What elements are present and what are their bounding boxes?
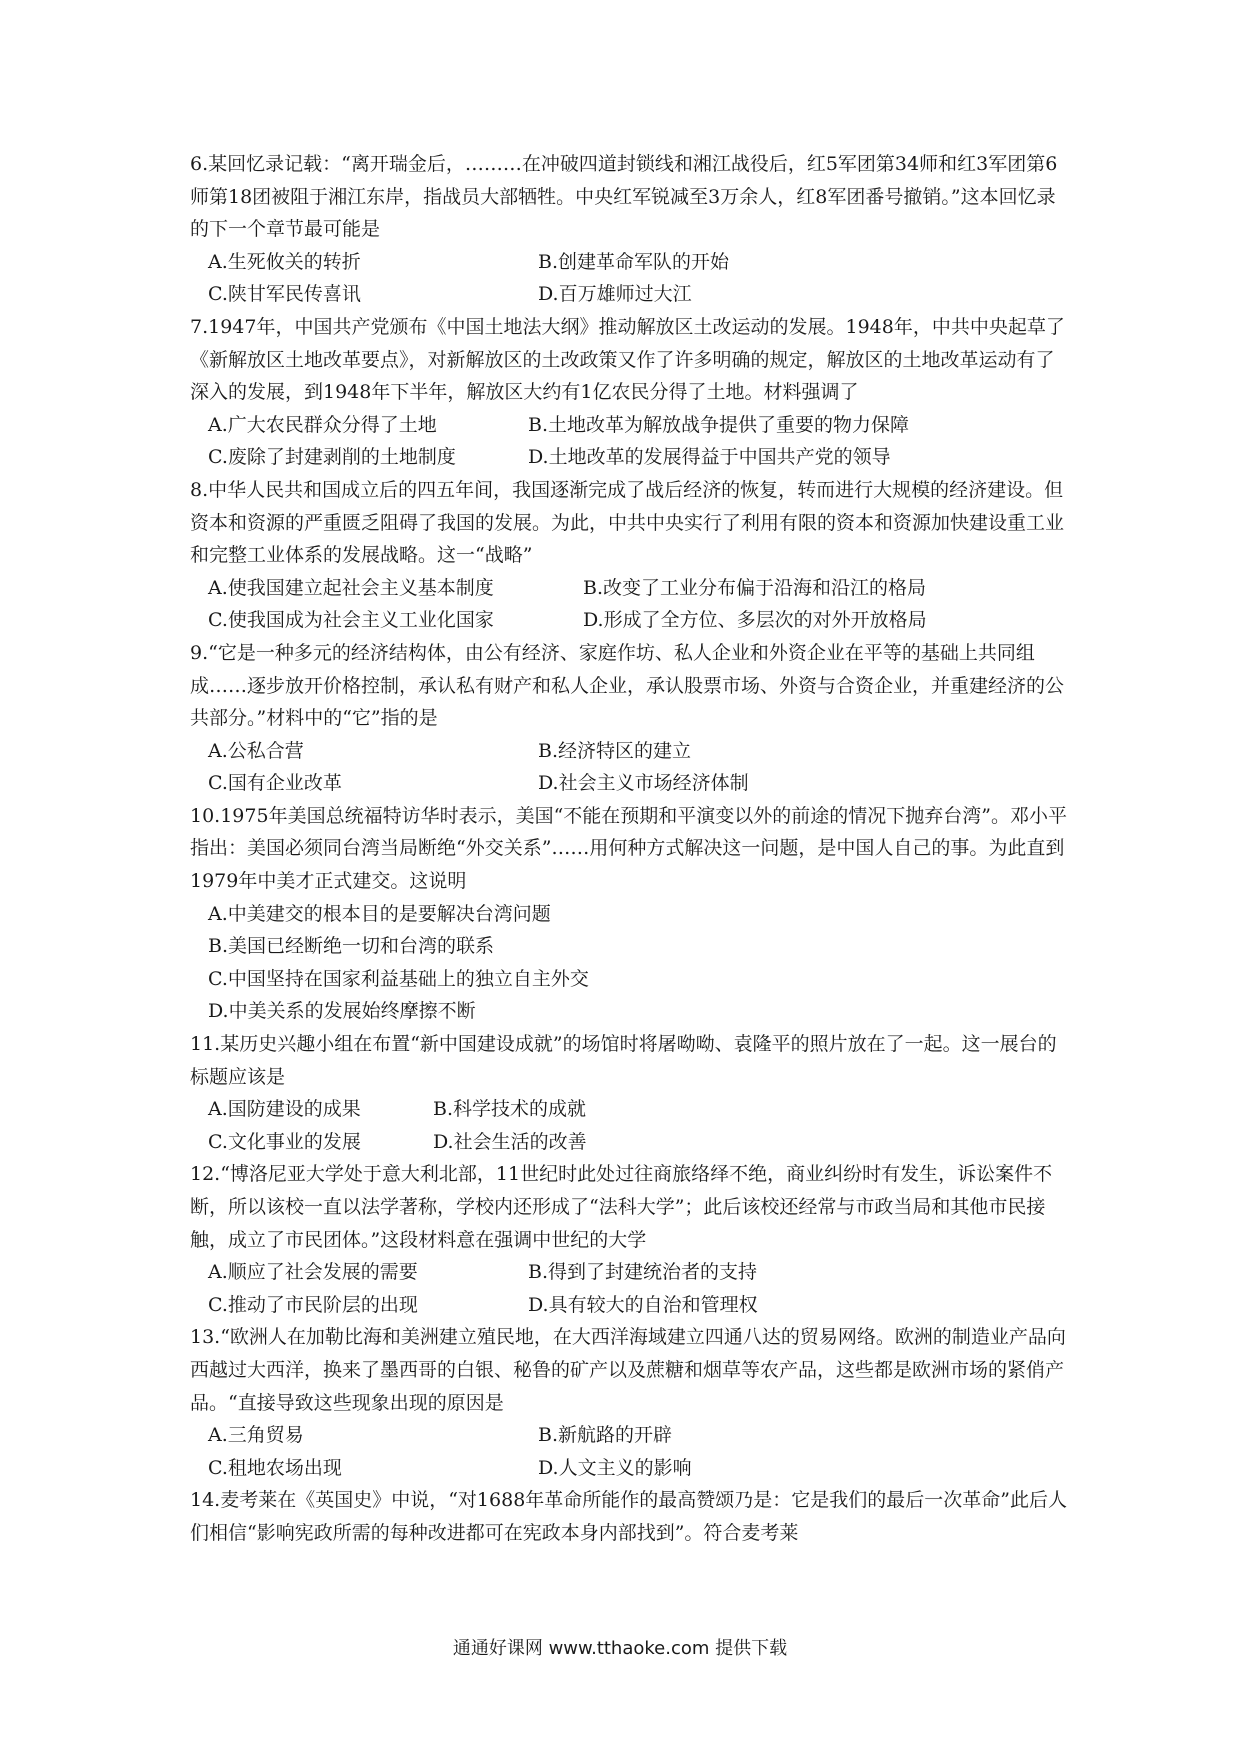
option-b: B.经济特区的建立: [538, 739, 692, 762]
option-a: A.生死攸关的转折: [208, 250, 361, 273]
option-b: B.土地改革为解放战争提供了重要的物力保障: [528, 413, 910, 436]
question-stem: 6.某回忆录记载：“离开瑞金后，………在冲破四道封锁线和湘江战役后，红5军团第34师和红3军团第6师第18团被阻于湘江东岸，指战员大部牺牲。中央红军锐减至3万余人，红8军团番号撤销。”这本回忆录的下一个章节最可能是: [190, 153, 1058, 241]
option-grid: [190, 1419, 1070, 1484]
option-d: D.百万雄师过大江: [538, 283, 692, 306]
question-12: [190, 1158, 1070, 1321]
option-a: A.公私合营: [208, 739, 304, 762]
question-stem: 7.1947年，中国共产党颁布《中国土地法大纲》推动解放区土改运动的发展。1948年，中共中央起草了《新解放区土地改革要点》，对新解放区的土改政策又作了许多明确的规定，解放区的土地改革运动有了深入的发展，到1948年下半年，解放区大约有1亿农民分得了土地。材料强调了: [190, 315, 1065, 404]
option-c: C.陕甘军民传喜讯: [208, 283, 361, 306]
option-b: B.创建革命军队的开始: [538, 250, 730, 273]
option-list: [190, 898, 1070, 1028]
option-d: D.社会主义市场经济体制: [538, 772, 749, 795]
option-grid: [190, 1093, 1070, 1158]
option-grid: [190, 409, 1070, 474]
option-c: C.使我国成为社会主义工业化国家: [208, 609, 494, 632]
option-b: B.改变了工业分布偏于沿海和沿江的格局: [583, 576, 927, 599]
page-footer: 通通好课网 www.tthaoke.com 提供下载: [452, 1638, 788, 1659]
option-c: C.租地农场出现: [208, 1456, 342, 1479]
question-11: [190, 1028, 1070, 1158]
option-c: C.废除了封建剥削的土地制度: [208, 446, 456, 469]
option-a: A.国防建设的成果: [208, 1098, 361, 1121]
question-stem: 11.某历史兴趣小组在布置“新中国建设成就”的场馆时将屠呦呦、袁隆平的照片放在了一起。这一展台的标题应该是: [190, 1033, 1057, 1088]
option-d: D.具有较大的自治和管理权: [528, 1293, 758, 1316]
option-d: D.土地改革的发展得益于中国共产党的领导: [528, 446, 891, 469]
question-stem: 14.麦考莱在《英国史》中说，“对1688年革命所能作的最高赞颂乃是：它是我们的最后一次革命”此后人们相信“影响宪政所需的每种改进都可在宪政本身内部找到”。符合麦考莱: [190, 1489, 1067, 1544]
question-stem: 13.“欧洲人在加勒比海和美洲建立殖民地，在大西洋海域建立四通八达的贸易网络。欧洲的制造业产品向西越过大西洋，换来了墨西哥的白银、秘鲁的矿产以及蔗糖和烟草等农产品，这些都是欧洲市场的紧俏产品。“直接导致这些现象出现的原因是: [190, 1326, 1066, 1414]
question-list: [190, 148, 1070, 1550]
option-c: C.文化事业的发展: [208, 1130, 361, 1153]
question-stem: 10.1975年美国总统福特访华时表示，美国“不能在预期和平演变以外的前途的情况下抛弃台湾”。邓小平指出：美国必须同台湾当局断绝“外交关系”……用何种方式解决这一问题，是中国人自己的事。为此直到1979年中美才正式建交。这说明: [190, 804, 1067, 893]
question-7: [190, 311, 1070, 474]
option-a: A.中美建交的根本目的是要解决台湾问题: [208, 902, 551, 925]
option-grid: [190, 572, 1070, 637]
question-stem: 8.中华人民共和国成立后的四五年间，我国逐渐完成了战后经济的恢复，转而进行大规模的经济建设。但资本和资源的严重匮乏阻碍了我国的发展。为此，中共中央实行了利用有限的资本和资源加快建设重工业和完整工业体系的发展战略。这一“战略”: [190, 478, 1065, 567]
option-a: A.广大农民群众分得了土地: [208, 413, 437, 436]
question-13: [190, 1321, 1070, 1484]
option-d: D.中美关系的发展始终摩擦不断: [208, 1000, 476, 1023]
question-6: [190, 148, 1070, 311]
option-c: C.中国坚持在国家利益基础上的独立自主外交: [208, 967, 589, 990]
option-d: D.形成了全方位、多层次的对外开放格局: [583, 609, 927, 632]
option-grid: [190, 735, 1070, 800]
option-c: C.国有企业改革: [208, 772, 342, 795]
question-14: [190, 1484, 1070, 1549]
question-9: [190, 637, 1070, 800]
option-b: B.新航路的开辟: [538, 1424, 673, 1447]
option-d: D.人文主义的影响: [538, 1456, 692, 1479]
option-d: D.社会生活的改善: [433, 1130, 587, 1153]
question-8: [190, 474, 1070, 637]
option-a: A.顺应了社会发展的需要: [208, 1261, 418, 1284]
question-stem: 9.“它是一种多元的经济结构体，由公有经济、家庭作坊、私人企业和外资企业在平等的基础上共同组成……逐步放开价格控制，承认私有财产和私人企业，承认股票市场、外资与合资企业，并重建经济的公共部分。”材料中的“它”指的是: [190, 641, 1065, 730]
option-grid: [190, 1256, 1070, 1321]
question-stem: 12.“博洛尼亚大学处于意大利北部，11世纪时此处过往商旅络绎不绝，商业纠纷时有发生，诉讼案件不断，所以该校一直以法学著称，学校内还形成了“法科大学”；此后该校还经常与市政当局和其他市民接触，成立了市民团体。”这段材料意在强调中世纪的大学: [190, 1163, 1053, 1251]
option-grid: [190, 246, 1070, 311]
option-a: A.使我国建立起社会主义基本制度: [208, 576, 494, 599]
question-10: [190, 800, 1070, 1028]
option-c: C.推动了市民阶层的出现: [208, 1293, 418, 1316]
option-b: B.得到了封建统治者的支持: [528, 1261, 758, 1284]
option-a: A.三角贸易: [208, 1424, 304, 1447]
option-b: B.科学技术的成就: [433, 1098, 587, 1121]
option-b: B.美国已经断绝一切和台湾的联系: [208, 935, 495, 958]
